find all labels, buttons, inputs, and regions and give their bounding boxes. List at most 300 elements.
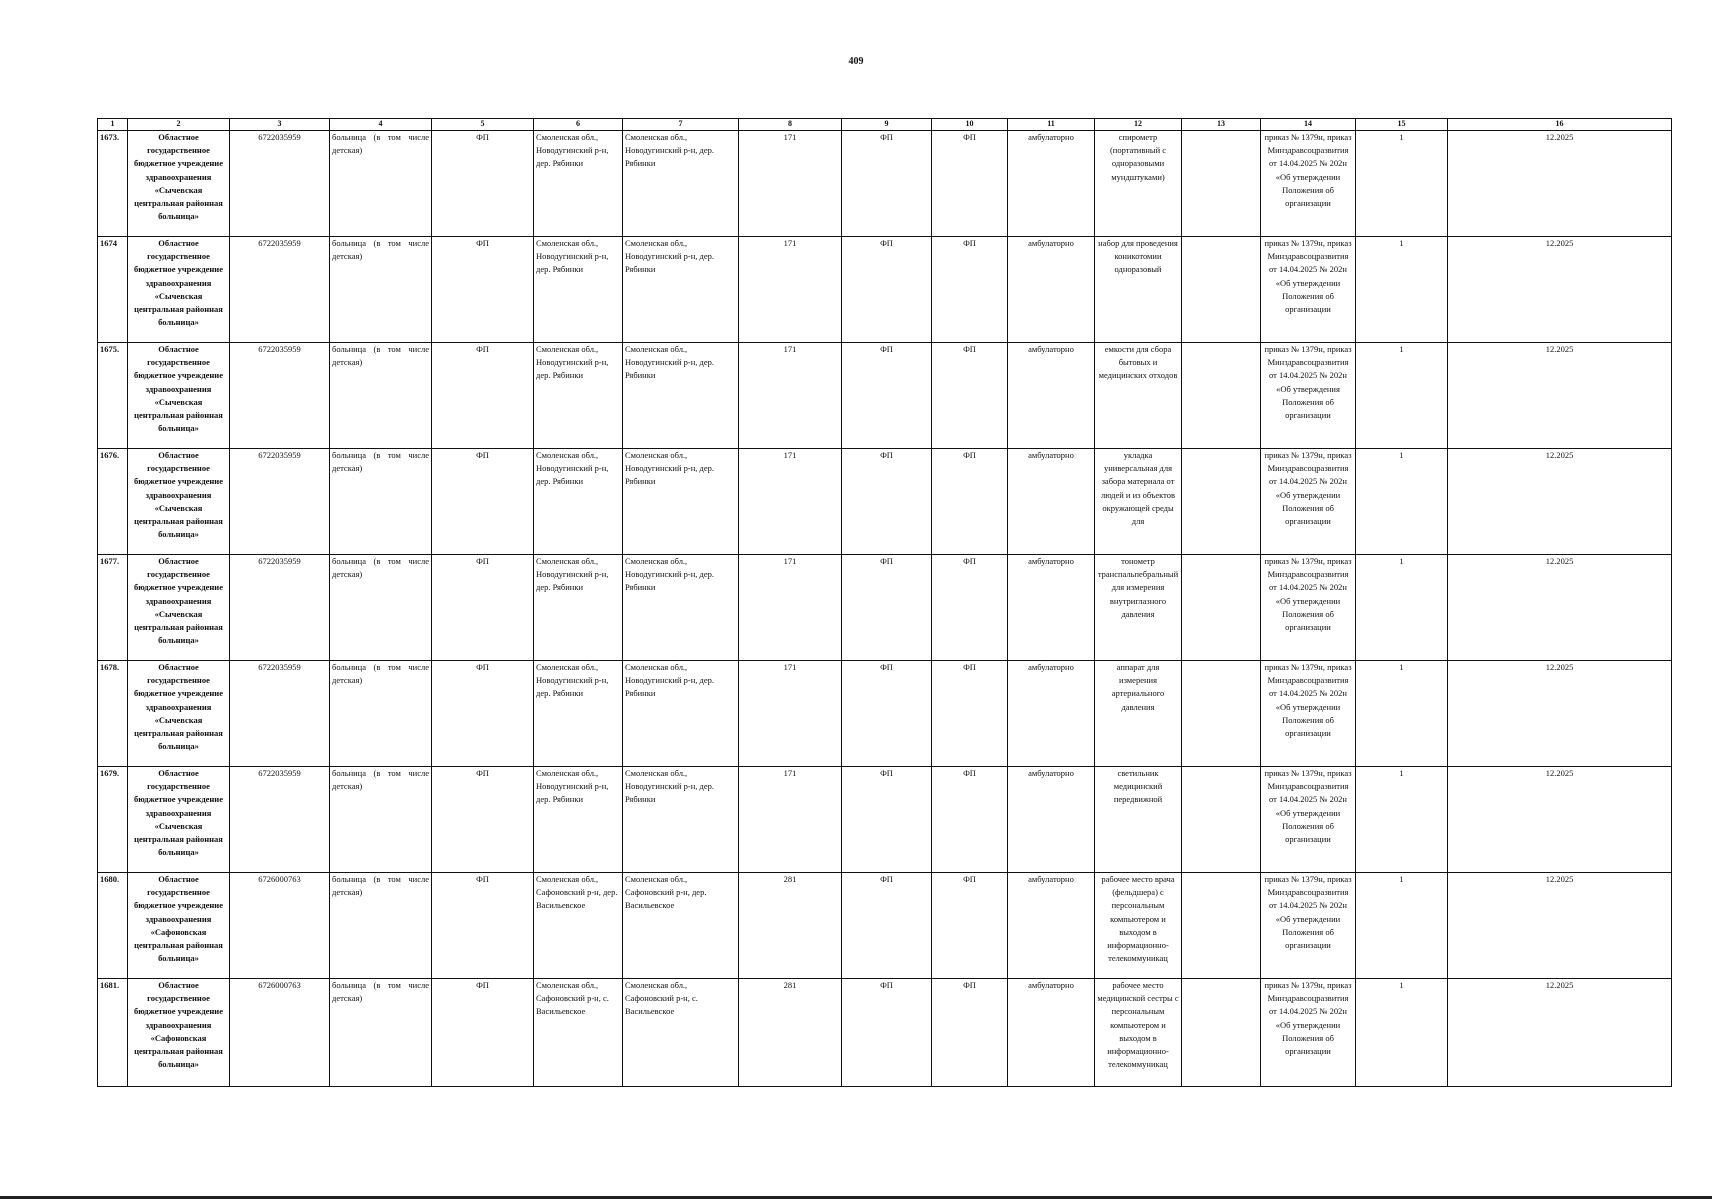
unit-type-text: ФП	[476, 556, 489, 566]
regulatory-order-text: приказ № 1379н, приказ Минздравсоцразвития от 14.04.2025 № 202н «Об утверждении Положения об организации	[1264, 874, 1352, 951]
table-row	[98, 661, 1672, 767]
column-header-9: 9	[842, 119, 932, 131]
unit-address	[534, 979, 623, 1087]
category-b-text: ФП	[963, 768, 976, 778]
population-count	[739, 661, 842, 767]
column-header-15: 15	[1356, 119, 1448, 131]
equipment-name	[1095, 661, 1182, 767]
regulatory-order-text: приказ № 1379н, приказ Минздравсоцразвития от 14.04.2025 № 202н «Об утверждения Положения об организации	[1264, 344, 1352, 421]
inn-code	[230, 767, 330, 873]
location-address	[623, 767, 739, 873]
facility-type-text: больница (в том числе детская)	[332, 556, 429, 580]
category-a	[842, 873, 932, 979]
population-count	[739, 979, 842, 1087]
organization-name-text: Областное государственное бюджетное учреждение здравоохранения «Сычевская центральная районная больница»	[134, 344, 223, 434]
quantity	[1356, 237, 1448, 343]
population-count-text: 281	[783, 980, 797, 990]
category-a	[842, 343, 932, 449]
due-date	[1448, 767, 1672, 873]
equipment-name	[1095, 767, 1182, 873]
table-row	[98, 873, 1672, 979]
column-header-6: 6	[534, 119, 623, 131]
facility-type-text: больница (в том числе детская)	[332, 980, 429, 1004]
inn-code	[230, 555, 330, 661]
care-conditions	[1008, 873, 1095, 979]
organization-name-text: Областное государственное бюджетное учреждение здравоохранения «Сафоновская центральная районная больница»	[134, 874, 223, 964]
inn-code-text: 6726000763	[258, 980, 301, 990]
column-number-row	[98, 119, 1672, 131]
organization-name	[128, 767, 230, 873]
row-number	[98, 873, 128, 979]
care-conditions	[1008, 449, 1095, 555]
row-number-text: 1676.	[100, 450, 120, 460]
equipment-name-text: набор для проведения коникотомии одноразовый	[1098, 238, 1178, 275]
population-count	[739, 449, 842, 555]
column-header-7: 7	[623, 119, 739, 131]
quantity	[1356, 343, 1448, 449]
column-header-10: 10	[932, 119, 1008, 131]
inn-code	[230, 449, 330, 555]
category-b-text: ФП	[963, 874, 976, 884]
population-count	[739, 873, 842, 979]
organization-name	[128, 661, 230, 767]
facility-type	[330, 555, 432, 661]
location-address-text: Смоленская обл., Сафоновский р-н, с. Васильевское	[625, 980, 698, 1017]
category-b-text: ФП	[963, 132, 976, 142]
table-row	[98, 237, 1672, 343]
category-a	[842, 979, 932, 1087]
row-number-text: 1675.	[100, 344, 120, 354]
organization-name-text: Областное государственное бюджетное учреждение здравоохранения «Сычевская центральная районная больница»	[134, 450, 223, 540]
care-conditions	[1008, 767, 1095, 873]
quantity-text: 1	[1399, 556, 1404, 566]
column-header-3: 3	[230, 119, 330, 131]
quantity-text: 1	[1399, 450, 1404, 460]
regulatory-order	[1261, 979, 1356, 1087]
unit-type	[432, 343, 534, 449]
due-date	[1448, 449, 1672, 555]
inn-code-text: 6722035959	[258, 132, 301, 142]
quantity-text: 1	[1399, 980, 1404, 990]
care-conditions	[1008, 555, 1095, 661]
organization-name-text: Областное государственное бюджетное учреждение здравоохранения «Сычевская центральная районная больница»	[134, 662, 223, 752]
unit-type	[432, 131, 534, 237]
equipment-name	[1095, 979, 1182, 1087]
unit-type-text: ФП	[476, 450, 489, 460]
column-header-16: 16	[1448, 119, 1672, 131]
inn-code	[230, 661, 330, 767]
regulatory-order-text: приказ № 1379н, приказ Минздравсоцразвития от 14.04.2025 № 202н «Об утверждении Положения об организации	[1264, 238, 1352, 315]
column-header-4: 4	[330, 119, 432, 131]
care-conditions	[1008, 343, 1095, 449]
equipment-name	[1095, 237, 1182, 343]
unit-address	[534, 661, 623, 767]
organization-name	[128, 555, 230, 661]
care-conditions-text: амбулаторно	[1028, 344, 1074, 354]
inn-code-text: 6722035959	[258, 768, 301, 778]
regulatory-order	[1261, 555, 1356, 661]
category-b	[932, 767, 1008, 873]
unit-type	[432, 237, 534, 343]
unit-type-text: ФП	[476, 132, 489, 142]
due-date	[1448, 343, 1672, 449]
quantity	[1356, 979, 1448, 1087]
unit-type-text: ФП	[476, 344, 489, 354]
column-13-value	[1182, 979, 1261, 1087]
quantity	[1356, 449, 1448, 555]
row-number-text: 1674	[100, 238, 117, 248]
category-a	[842, 555, 932, 661]
category-b-text: ФП	[963, 662, 976, 672]
inn-code	[230, 873, 330, 979]
quantity	[1356, 767, 1448, 873]
location-address	[623, 873, 739, 979]
organization-name-text: Областное государственное бюджетное учреждение здравоохранения «Сычевская центральная районная больница»	[134, 238, 223, 328]
category-a-text: ФП	[880, 450, 893, 460]
column-13-value	[1182, 767, 1261, 873]
location-address	[623, 661, 739, 767]
unit-address-text: Смоленская обл., Новодугинский р-н, дер. Рябинки	[536, 238, 609, 275]
column-13-value	[1182, 873, 1261, 979]
unit-type-text: ФП	[476, 980, 489, 990]
equipment-name-text: рабочее место медицинской сестры с персональным компьютером и выходом в информационно-телекоммуникац	[1097, 980, 1179, 1070]
inn-code-text: 6722035959	[258, 662, 301, 672]
row-number	[98, 767, 128, 873]
due-date	[1448, 237, 1672, 343]
facility-type-text: больница (в том числе детская)	[332, 662, 429, 686]
row-number	[98, 979, 128, 1087]
category-b	[932, 555, 1008, 661]
quantity-text: 1	[1399, 238, 1404, 248]
table-row	[98, 131, 1672, 237]
category-a-text: ФП	[880, 556, 893, 566]
category-a-text: ФП	[880, 874, 893, 884]
organization-name	[128, 131, 230, 237]
quantity-text: 1	[1399, 344, 1404, 354]
unit-address-text: Смоленская обл., Сафоновский р-н, дер. Васильевское	[536, 874, 618, 911]
row-number-text: 1677.	[100, 556, 120, 566]
row-number	[98, 661, 128, 767]
population-count	[739, 555, 842, 661]
location-address-text: Смоленская обл., Новодугинский р-н, дер. Рябинки	[625, 132, 714, 169]
quantity-text: 1	[1399, 662, 1404, 672]
category-a	[842, 131, 932, 237]
location-address	[623, 131, 739, 237]
column-13-value	[1182, 343, 1261, 449]
row-number	[98, 449, 128, 555]
organization-name	[128, 979, 230, 1087]
regulatory-order-text: приказ № 1379н, приказ Минздравсоцразвития от 14.04.2025 № 202н «Об утверждении Положения об организации	[1264, 662, 1352, 739]
regulatory-order	[1261, 237, 1356, 343]
quantity-text: 1	[1399, 768, 1404, 778]
regulatory-order	[1261, 131, 1356, 237]
inn-code	[230, 237, 330, 343]
row-number-text: 1679.	[100, 768, 120, 778]
organization-name-text: Областное государственное бюджетное учреждение здравоохранения «Сафоновская центральная районная больница»	[134, 980, 223, 1070]
facility-type	[330, 767, 432, 873]
table-row	[98, 555, 1672, 661]
scan-bottom-edge	[0, 1196, 1712, 1199]
row-number-text: 1673.	[100, 132, 120, 142]
location-address-text: Смоленская обл., Новодугинский р-н, дер. Рябинки	[625, 768, 714, 805]
organization-name	[128, 449, 230, 555]
due-date-text: 12.2025	[1545, 556, 1574, 566]
facility-type-text: больница (в том числе детская)	[332, 450, 429, 474]
page-number: 409	[848, 56, 864, 67]
location-address	[623, 979, 739, 1087]
unit-address	[534, 131, 623, 237]
quantity	[1356, 873, 1448, 979]
category-b	[932, 131, 1008, 237]
equipment-name-text: тонометр транспальпебральный для измерения внутриглазного давления	[1097, 556, 1179, 619]
unit-type-text: ФП	[476, 238, 489, 248]
category-a-text: ФП	[880, 768, 893, 778]
equipment-name	[1095, 873, 1182, 979]
organization-name-text: Областное государственное бюджетное учреждение здравоохранения «Сычевская центральная районная больница»	[134, 768, 223, 858]
unit-type-text: ФП	[476, 874, 489, 884]
regulatory-order	[1261, 873, 1356, 979]
location-address	[623, 449, 739, 555]
table-row	[98, 449, 1672, 555]
category-b-text: ФП	[963, 450, 976, 460]
location-address-text: Смоленская обл., Сафоновский р-н, дер. Васильевское	[625, 874, 707, 911]
population-count	[739, 237, 842, 343]
organization-name	[128, 237, 230, 343]
population-count-text: 171	[783, 132, 797, 142]
inn-code-text: 6722035959	[258, 556, 301, 566]
care-conditions-text: амбулаторно	[1028, 980, 1074, 990]
organization-name	[128, 343, 230, 449]
inn-code-text: 6722035959	[258, 450, 301, 460]
unit-address	[534, 343, 623, 449]
unit-type-text: ФП	[476, 768, 489, 778]
due-date-text: 12.2025	[1545, 662, 1574, 672]
quantity-text: 1	[1399, 874, 1404, 884]
equipment-name	[1095, 555, 1182, 661]
location-address-text: Смоленская обл., Новодугинский р-н, дер. Рябинки	[625, 556, 714, 593]
location-address	[623, 343, 739, 449]
due-date	[1448, 979, 1672, 1087]
due-date-text: 12.2025	[1545, 450, 1574, 460]
inn-code	[230, 343, 330, 449]
care-conditions-text: амбулаторно	[1028, 662, 1074, 672]
facility-type	[330, 661, 432, 767]
regulatory-order-text: приказ № 1379н, приказ Минздравсоцразвития от 14.04.2025 № 202н «Об утверждении Положения об организации	[1264, 132, 1352, 209]
table-row	[98, 767, 1672, 873]
due-date	[1448, 555, 1672, 661]
category-a	[842, 767, 932, 873]
population-count-text: 171	[783, 344, 797, 354]
regulatory-order	[1261, 661, 1356, 767]
registry-table	[97, 118, 1672, 1087]
care-conditions-text: амбулаторно	[1028, 450, 1074, 460]
due-date	[1448, 661, 1672, 767]
care-conditions-text: амбулаторно	[1028, 556, 1074, 566]
regulatory-order-text: приказ № 1379н, приказ Минздравсоцразвития от 14.04.2025 № 202н «Об утверждении Положения об организации	[1264, 980, 1352, 1057]
category-b	[932, 343, 1008, 449]
due-date-text: 12.2025	[1545, 768, 1574, 778]
unit-address	[534, 449, 623, 555]
table-row	[98, 343, 1672, 449]
equipment-name	[1095, 449, 1182, 555]
care-conditions-text: амбулаторно	[1028, 132, 1074, 142]
facility-type	[330, 237, 432, 343]
care-conditions-text: амбулаторно	[1028, 874, 1074, 884]
category-a-text: ФП	[880, 344, 893, 354]
category-b	[932, 237, 1008, 343]
category-a-text: ФП	[880, 132, 893, 142]
facility-type	[330, 873, 432, 979]
column-header-8: 8	[739, 119, 842, 131]
unit-address-text: Смоленская обл., Сафоновский р-н, с. Васильевское	[536, 980, 609, 1017]
column-header-5: 5	[432, 119, 534, 131]
column-13-value	[1182, 449, 1261, 555]
equipment-name-text: емкости для сбора бытовых и медицинских отходов	[1098, 344, 1178, 381]
column-header-14: 14	[1261, 119, 1356, 131]
category-b-text: ФП	[963, 980, 976, 990]
location-address-text: Смоленская обл., Новодугинский р-н, дер. Рябинки	[625, 450, 714, 487]
care-conditions	[1008, 237, 1095, 343]
unit-address-text: Смоленская обл., Новодугинский р-н, дер. Рябинки	[536, 450, 609, 487]
care-conditions-text: амбулаторно	[1028, 238, 1074, 248]
unit-address	[534, 555, 623, 661]
due-date-text: 12.2025	[1545, 980, 1574, 990]
category-b-text: ФП	[963, 556, 976, 566]
regulatory-order-text: приказ № 1379н, приказ Минздравсоцразвития от 14.04.2025 № 202н «Об утверждении Положения об организации	[1264, 556, 1352, 633]
regulatory-order-text: приказ № 1379н, приказ Минздравсоцразвития от 14.04.2025 № 202н «Об утверждении Положения об организации	[1264, 768, 1352, 845]
equipment-name-text: аппарат для измерения артериального давления	[1111, 662, 1165, 712]
population-count	[739, 343, 842, 449]
quantity	[1356, 661, 1448, 767]
due-date-text: 12.2025	[1545, 132, 1574, 142]
column-header-1: 1	[98, 119, 128, 131]
unit-type	[432, 979, 534, 1087]
facility-type-text: больница (в том числе детская)	[332, 874, 429, 898]
unit-type-text: ФП	[476, 662, 489, 672]
equipment-name-text: рабочее место врача (фельдшера) с персональным компьютером и выходом в информационно-телекоммуникац	[1101, 874, 1175, 964]
population-count	[739, 767, 842, 873]
inn-code-text: 6726000763	[258, 874, 301, 884]
population-count-text: 171	[783, 662, 797, 672]
category-b	[932, 661, 1008, 767]
care-conditions	[1008, 979, 1095, 1087]
category-b-text: ФП	[963, 344, 976, 354]
care-conditions	[1008, 661, 1095, 767]
due-date-text: 12.2025	[1545, 344, 1574, 354]
facility-type	[330, 343, 432, 449]
table-row	[98, 979, 1672, 1087]
facility-type	[330, 449, 432, 555]
row-number	[98, 237, 128, 343]
facility-type-text: больница (в том числе детская)	[332, 238, 429, 262]
unit-address-text: Смоленская обл., Новодугинский р-н, дер. Рябинки	[536, 132, 609, 169]
equipment-name-text: спирометр (портативный с одноразовыми мундштуками)	[1109, 132, 1167, 182]
equipment-name	[1095, 131, 1182, 237]
population-count-text: 171	[783, 238, 797, 248]
organization-name-text: Областное государственное бюджетное учреждение здравоохранения «Сычевская центральная районная больница»	[134, 556, 223, 646]
category-b-text: ФП	[963, 238, 976, 248]
population-count-text: 171	[783, 450, 797, 460]
row-number-text: 1678.	[100, 662, 120, 672]
due-date	[1448, 873, 1672, 979]
column-13-value	[1182, 555, 1261, 661]
table-body	[98, 131, 1672, 1087]
unit-address-text: Смоленская обл., Новодугинский р-н, дер. Рябинки	[536, 556, 609, 593]
due-date-text: 12.2025	[1545, 874, 1574, 884]
regulatory-order-text: приказ № 1379н, приказ Минздравсоцразвития от 14.04.2025 № 202н «Об утверждении Положения об организации	[1264, 450, 1352, 527]
equipment-name	[1095, 343, 1182, 449]
unit-type	[432, 661, 534, 767]
row-number	[98, 555, 128, 661]
unit-type	[432, 873, 534, 979]
unit-address-text: Смоленская обл., Новодугинский р-н, дер. Рябинки	[536, 768, 609, 805]
category-b	[932, 449, 1008, 555]
regulatory-order	[1261, 449, 1356, 555]
organization-name-text: Областное государственное бюджетное учреждение здравоохранения «Сычевская центральная районная больница»	[134, 132, 223, 222]
unit-address	[534, 873, 623, 979]
population-count-text: 171	[783, 556, 797, 566]
location-address-text: Смоленская обл., Новодугинский р-н, дер. Рябинки	[625, 662, 714, 699]
category-a	[842, 237, 932, 343]
column-13-value	[1182, 237, 1261, 343]
row-number-text: 1681.	[100, 980, 120, 990]
category-b	[932, 873, 1008, 979]
quantity-text: 1	[1399, 132, 1404, 142]
quantity	[1356, 131, 1448, 237]
due-date	[1448, 131, 1672, 237]
facility-type	[330, 979, 432, 1087]
unit-type	[432, 449, 534, 555]
facility-type-text: больница (в том числе детская)	[332, 344, 429, 368]
facility-type	[330, 131, 432, 237]
category-a-text: ФП	[880, 238, 893, 248]
category-a-text: ФП	[880, 662, 893, 672]
column-13-value	[1182, 661, 1261, 767]
equipment-name-text: укладка универсальная для забора материала от людей и из объектов окружающей среды для	[1100, 450, 1176, 527]
unit-type	[432, 555, 534, 661]
column-header-12: 12	[1095, 119, 1182, 131]
due-date-text: 12.2025	[1545, 238, 1574, 248]
unit-address-text: Смоленская обл., Новодугинский р-н, дер. Рябинки	[536, 344, 609, 381]
location-address-text: Смоленская обл., Новодугинский р-н, дер. Рябинки	[625, 344, 714, 381]
location-address	[623, 237, 739, 343]
population-count-text: 171	[783, 768, 797, 778]
inn-code-text: 6722035959	[258, 238, 301, 248]
row-number-text: 1680.	[100, 874, 120, 884]
column-header-11: 11	[1008, 119, 1095, 131]
inn-code-text: 6722035959	[258, 344, 301, 354]
unit-address	[534, 767, 623, 873]
category-a-text: ФП	[880, 980, 893, 990]
row-number	[98, 131, 128, 237]
care-conditions	[1008, 131, 1095, 237]
location-address	[623, 555, 739, 661]
organization-name	[128, 873, 230, 979]
inn-code	[230, 979, 330, 1087]
quantity	[1356, 555, 1448, 661]
location-address-text: Смоленская обл., Новодугинский р-н, дер. Рябинки	[625, 238, 714, 275]
category-a	[842, 449, 932, 555]
category-b	[932, 979, 1008, 1087]
regulatory-order	[1261, 767, 1356, 873]
care-conditions-text: амбулаторно	[1028, 768, 1074, 778]
unit-address-text: Смоленская обл., Новодугинский р-н, дер. Рябинки	[536, 662, 609, 699]
population-count	[739, 131, 842, 237]
row-number	[98, 343, 128, 449]
equipment-name-text: светильник медицинский передвижной	[1113, 768, 1163, 805]
column-header-2: 2	[128, 119, 230, 131]
category-a	[842, 661, 932, 767]
